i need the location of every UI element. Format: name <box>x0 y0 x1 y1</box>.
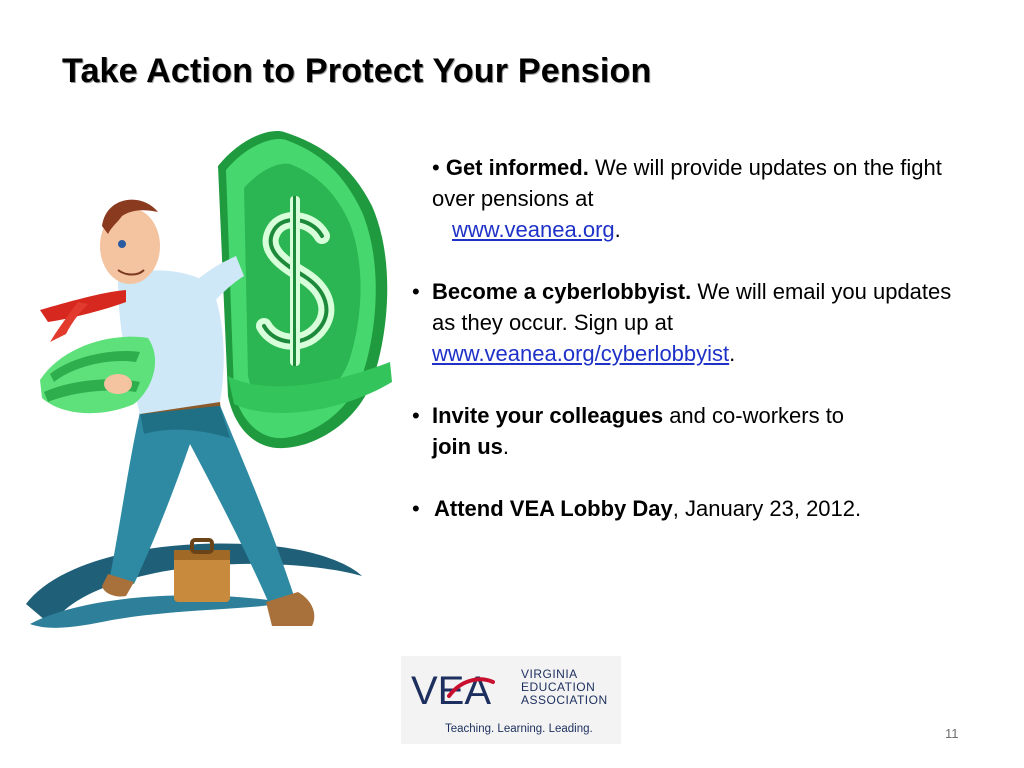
bullet-period: . <box>729 341 736 366</box>
bullet-dot: • <box>412 403 420 428</box>
bullet-period: . <box>502 434 510 459</box>
slide-title: Take Action to Protect Your Pension <box>62 52 652 90</box>
vea-logo-mark-icon <box>409 666 517 710</box>
logo-name <box>521 668 608 707</box>
man-with-money-and-dollar-shield-icon <box>22 126 408 646</box>
cyberlobbyist-link[interactable]: www.veanea.org/cyberlobbyist <box>432 341 730 366</box>
bullet-bold-text: Invite your colleagues <box>432 403 664 428</box>
bullet-text: and co-workers to <box>663 403 845 428</box>
bullet-get-informed <box>412 152 972 245</box>
bullet-dot: • <box>412 496 420 521</box>
veanea-link[interactable]: www.veanea.org <box>452 217 615 242</box>
bullet-cyberlobbyist <box>412 276 972 369</box>
bullet-period: . <box>614 217 621 242</box>
bullet-list <box>412 152 972 555</box>
bullet-lobby-day <box>412 493 972 524</box>
page-number: 11 <box>945 726 959 741</box>
bullet-bold-text: Get informed. <box>445 155 589 180</box>
bullet-text: , January 23, 2012. <box>672 496 862 521</box>
bullet-invite-colleagues <box>412 400 972 462</box>
logo-tagline: Teaching. Learning. Leading. <box>445 723 593 735</box>
bullet-dot: • <box>412 279 420 304</box>
bullet-bold-text-2: join us <box>432 434 503 459</box>
logo-name-line-3: ASSOCIATION <box>521 693 608 707</box>
bullet-dot: • <box>432 155 440 180</box>
logo-mark-text: VEA <box>411 669 492 710</box>
logo-name-line-2: EDUCATION <box>521 680 596 694</box>
vea-logo <box>401 656 621 744</box>
bullet-text: We will email you updates as they occur. Sign up at <box>432 279 952 335</box>
bullet-bold-text: Attend VEA Lobby Day <box>434 496 673 521</box>
bullet-bold-text: Become a cyberlobbyist. <box>432 279 692 304</box>
bullet-text: We will provide updates on the fight over pensions at <box>432 155 942 211</box>
logo-name-line-1: VIRGINIA <box>521 667 578 681</box>
